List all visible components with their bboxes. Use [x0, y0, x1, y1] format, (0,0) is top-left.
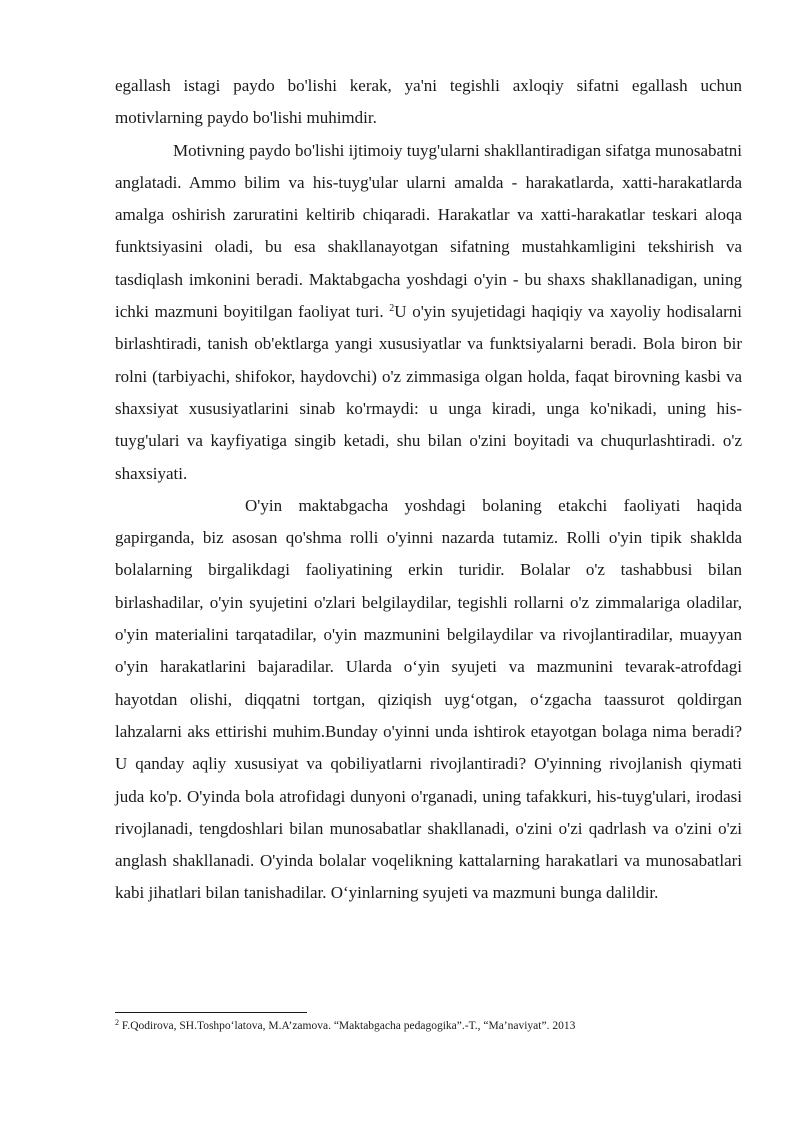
document-body — [115, 70, 742, 910]
paragraph-motive-text: Motivning paydo bo'lishi ijtimoiy tuyg'ularni shakllantiradigan sifatga munosabatni anglatadi. Ammo bilim va his-tuyg'ular ularni amalda - harakatlarda, xatti-harakatlarda amalga oshirish zaruratini keltirib chiqaradi. Harakatlar va xatti-harakatlar teskari aloqa funktsiyasini oladi, bu esa shakllanayotgan sifatning mustahkamligini tekshirish va tasdiqlash imkonini beradi. Maktabgacha yoshdagi o'yin - bu shaxs shakllanadigan, uning ichki mazmuni boyitilgan faoliyat turi. — [115, 140, 742, 322]
footnote — [115, 1018, 742, 1034]
footnote-marker: 2 — [115, 1018, 119, 1027]
footnote-separator — [115, 1012, 307, 1013]
paragraph-motive-continuation: U o'yin syujetidagi haqiqiy va xayoliy hodisalarni birlashtiradi, tanish ob'ektlarga yangi xususiyatlar va funktsiyalarni beradi. Bola biron bir rolni (tarbiyachi, shifokor, haydovchi) o'z zimmasiga olgan holda, faqat birovning kasbi va shaxsiyat xususiyatlarini sinab ko'rmaydi: u unga kiradi, unga ko'nikadi, uning his-tuyg'ulari va kayfiyatiga singib ketadi, shu bilan o'zini boyitadi va chuqurlashtiradi. o'z shaxsiyati. — [115, 302, 743, 483]
footnote-reference: 2 — [389, 303, 395, 315]
footnote-text: F.Qodirova, SH.Toshpo‘latova, M.A’zamova. “Maktabgacha pedagogika”.-T., “Ma’naviyat”. 2013 — [121, 1020, 576, 1032]
paragraph-motive — [115, 135, 742, 490]
paragraph-continuation: egallash istagi paydo bo'lishi kerak, ya'ni tegishli axloqiy sifatni egallash uchun motivlarning paydo bo'lishi muhimdir. — [115, 76, 742, 128]
paragraph-role-play: O'yin maktabgacha yoshdagi bolaning etakchi faoliyati haqida gapirganda, biz asosan qo'shma rolli o'yinni nazarda tutamiz. Rolli o'yin tipik shaklda bolalarning birgalikdagi faoliyatining erkin turidir. Bolalar o'z tashabbusi bilan birlashadilar, o'yin syujetini o'zlari belgilaydilar, tegishli rollarni o'z zimmalariga oladilar, o'yin materialini tarqatadilar, o'yin mazmunini belgilaydilar va rivojlantiradilar, muayyan o'yin harakatlarini bajaradilar. Ularda o‘yin syujeti va mazmunini tevarak-atrofdagi hayotdan olishi, diqqatni tortgan, qiziqish uyg‘otgan, o‘zgacha taassurot qoldirgan lahzalarni aks ettirishi muhim.Bunday o'yinni unda ishtirok etayotgan bolaga nima beradi? U qanday aqliy xususiyat va qobiliyatlarni rivojlantiradi? O'yinning rivojlanish qiymati juda ko'p. O'yinda bola atrofidagi dunyoni o'rganadi, uning tafakkuri, his-tuyg'ulari, irodasi rivojlanadi, tengdoshlari bilan munosabatlar shakllanadi, o'zini o'zi qadrlash va o'zini o'zi anglash shakllanadi. O'yinda bolalar voqelikning kattalarning harakatlari va munosabatlari kabi jihatlari bilan tanishadilar. O‘yinlarning syujeti va mazmuni bunga dalildir. — [115, 495, 742, 903]
